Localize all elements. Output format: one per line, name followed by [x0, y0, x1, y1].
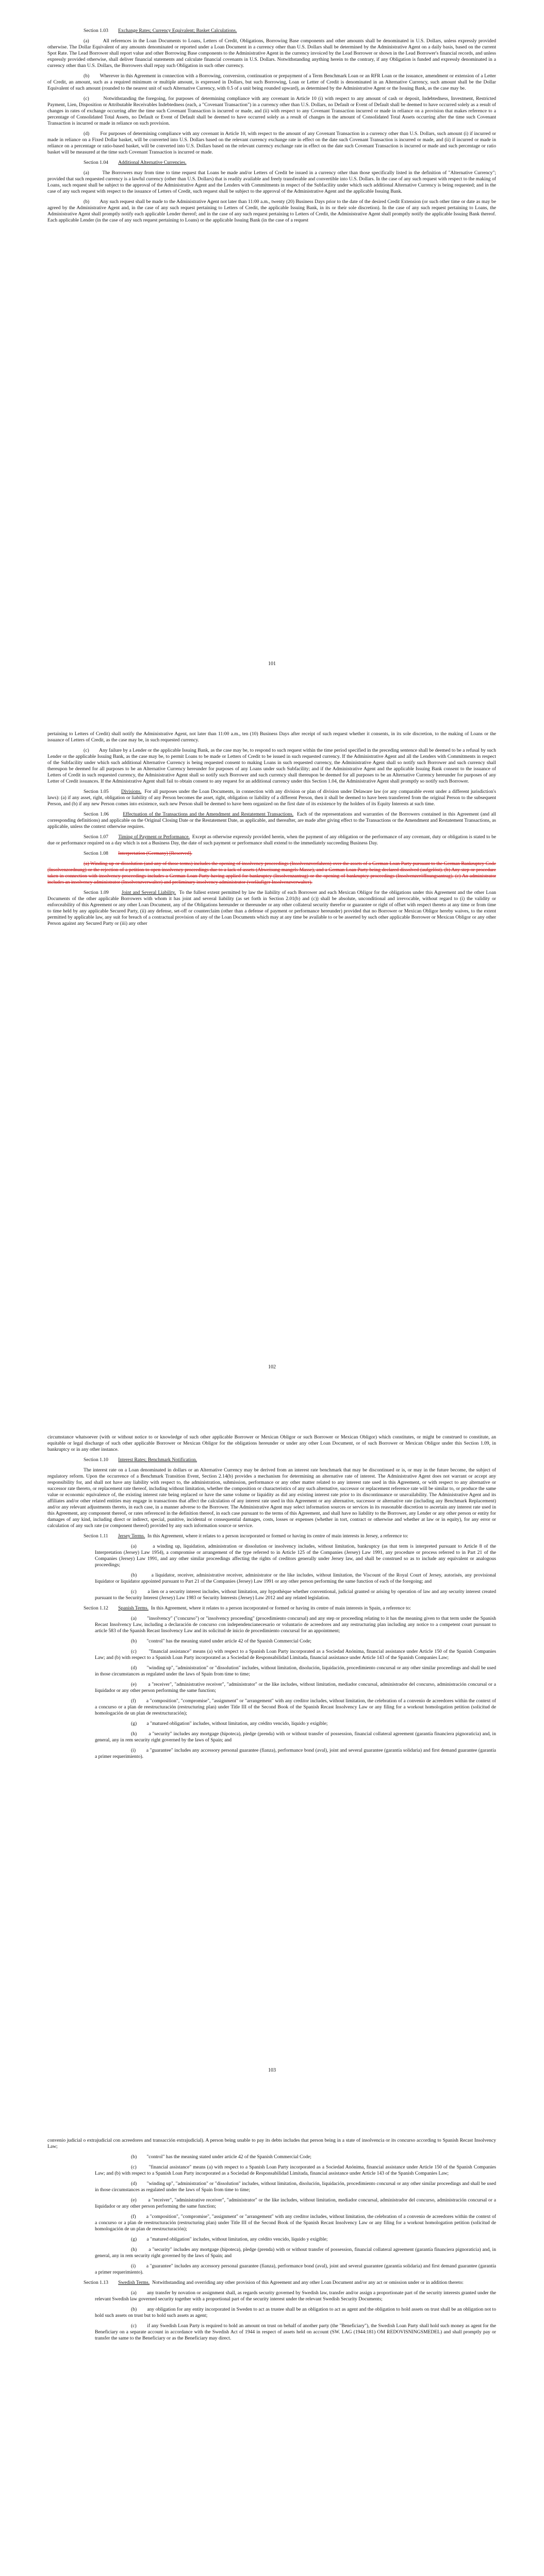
definition-item — [95, 1638, 496, 1645]
section-body: In this Agreement, where it relates to a person incorporated or formed or having its centre of main interests in Spain, a reference to: — [151, 1605, 411, 1611]
clause-text: "control" has the meaning stated under article 42 of the Spanish Commercial Code; — [146, 1638, 311, 1644]
section-body: Each of the representations and warranties of the Borrowers contained in this Agreement (and all corresponding definitions) and applicable on the Original Closing Date or the Restatement Date, as applicable, and thereafter, are made after giving effect to the Transactions or the Amendment and Restatement Transactions, as applicable, unless the context otherwise requires. — [47, 811, 496, 829]
section-number: Section 1.05 — [84, 789, 109, 794]
clause-paragraph — [47, 96, 496, 127]
definition-item — [95, 1572, 496, 1585]
section-heading — [47, 789, 496, 807]
section-number: Section 1.11 — [84, 1533, 108, 1539]
clause-text: a "guarantee" includes any accessory personal guarantee (fianza), performance bond (aval), joint and several guarantee (garantía solidaria) and first demand guarantee (garantía a primer requerimiento). — [95, 1748, 496, 1759]
definition-item — [95, 2154, 496, 2160]
document-page-103 — [0, 1406, 544, 2110]
clause-label: (a) — [84, 38, 89, 44]
definition-item — [95, 1682, 496, 1694]
clause-text: a "matured obligation" includes, without limitation, any crédito vencido, líquido y exigible; — [146, 1721, 328, 1726]
section-title: Divisions. — [121, 789, 142, 794]
section-heading — [47, 1457, 496, 1463]
clause-text: a "composition", "compromise", "assignment" or "arrangement" with any creditor includes, without limitation, the celebration of a convenio de acreedores within the context of a concurso or a plan de reestructuración (restructuring plan) under Title III of the Second Book of the Spanish Recast Insolvency Law or any filing for a workout homologation petition (solicitud de homologación de un plan de reestructuración); — [95, 2214, 496, 2232]
clause-label: (a) — [84, 170, 89, 176]
definition-item — [95, 1731, 496, 1743]
clause-label: (b) — [131, 2154, 137, 2160]
definition-item — [95, 2164, 496, 2177]
definition-item — [95, 2181, 496, 2193]
clause-label: (g) — [131, 2236, 137, 2242]
deleted-paragraph — [47, 861, 496, 886]
clause-label: (g) — [131, 1721, 137, 1726]
section-heading — [47, 834, 496, 846]
section-title: Interpretation (Germany) [Reserved]. — [118, 851, 192, 856]
clause-label: (c) — [131, 1589, 137, 1595]
clause-label: (b) — [131, 1638, 137, 1644]
section-heading — [47, 28, 496, 34]
section-title: Timing of Payment or Performance. — [118, 834, 190, 840]
clause-label: (c) — [131, 1649, 137, 1654]
deleted-text: (a) Winding-up or dissolution (and any of those terms) includes the opening of insolvency proceedings (Insolvenzverfahren) over the assets of a German Loan Party pursuant to the German Bankruptcy Code (Insolvenzordnung) or the rejection of a petition to open insolvency proceedings due to a lack of assets (Abweisung mangels Masse), and a German Loan Party being declared dissolved (aufgelöst). (b) Any step or procedure taken in connection with insolvency proceedings includes a German Loan Party having applied for bankruptcy (Insolvenzantrag) or the opening of bankruptcy proceedings (Insolvenzeröffnungsantrag). (c) An administrator includes an insolvency administrator (Insolvenzverwalter) and preliminary insolvency administrator (vorläufiger Insolvenzverwalter). — [47, 861, 496, 885]
clause-label: (h) — [131, 1731, 137, 1737]
section-title: Effectuation of the Transactions and the Amendment and Restatement Transactions. — [123, 811, 294, 817]
clause-text: "winding up", "administration" or "dissolution" includes, without limitation, disolución, liquidación, procedimiento concursal or any other similar proceedings and shall be used in those circumstances as regulated under the laws of Spain from time to time; — [95, 1665, 497, 1677]
clause-text: "insolvency" ("concurso") or "insolvency proceeding" (procedimiento concursal) and any step or proceeding relating to it has the meaning given to that term under the Spanish Recast Insolvency Law, including a declaración de concurso con independencianecesario or voluntario de acreedores and any restructuring plan including any notice to a competent court pursuant to article 583 of the Spanish Recast Insolvency Law and its solicitud de inicio de procedimiento concursal for an appointment; — [95, 1616, 497, 1634]
section-body: To the fullest extent permitted by law the liability of each Borrower and each Mexican Obligor for the obligations under this Agreement and the other Loan Documents of the other applicable Borrowers with whom it has joint and several liability (as set forth in Section 2.01(b) and (c)) shall be absolute, unconditional and irrevocable, without regard to (i) the validity or enforceability of this Agreement or any other Loan Document, any of the Obligations hereunder or thereunder or any other collateral security therefor or guarantee or right of offset with respect thereto at any time or from time to time held by any applicable Secured Party, (ii) any defense, set-off or counterclaim (other than a defense of payment or performance hereunder) provided that no Borrower or Mexican Obligor hereby waives, to the extent permitted by applicable law, any suit for breach of a contractual provision of any of the Loan Documents which may at any time be available to or be asserted by such other applicable Borrower or Mexican Obligor or any other Person against any Secured Party or (iii) any other — [47, 890, 497, 926]
section-heading — [47, 1605, 496, 1612]
clause-label: (i) — [131, 2263, 136, 2269]
definition-item — [95, 1616, 496, 1634]
definition-item — [95, 2263, 496, 2276]
section-heading — [47, 160, 496, 166]
page-number: 103 — [268, 2067, 276, 2073]
clause-paragraph — [47, 131, 496, 156]
clause-text: a liquidator, receiver, administrative receiver, administrator or the like includes, without limitation, the Viscount of the Royal Court of Jersey, autorisés, any provisional liquidator or liquidator appointed pursuant to Part 21 of the Companies (Jersey) Law 1991 or any other person performing the same function of each of the foregoing; and — [95, 1572, 496, 1584]
clause-text: For purposes of determining compliance with any covenant in Article 10, with respect to the amount of any Covenant Transaction in a currency other than U.S. Dollars, such amount (i) if incurred or made in reliance on a Fixed Dollar basket, will be converted into U.S. Dollars based on the relevant currency exchange rate in effect on the date such Covenant Transaction is incurred or made, and (ii) if incurred or made in reliance on a percentage or ratio-based basket, will be converted into U.S. Dollars based on the relevant currency exchange rate in effect on the date such Covenant Transaction is incurred or made and such percentage or ratio basket will be measured at the time such Covenant Transaction is incurred or made. — [47, 131, 496, 155]
continued-paragraph — [47, 1434, 496, 1453]
clause-label: (c) — [131, 2164, 137, 2170]
clause-text: Any failure by a Lender or the applicable Issuing Bank, as the case may be, to respond to such request within the time period specified in the preceding sentence shall be deemed to be a refusal by such Lender or the applicable Issuing Bank, as the case may be, to permit Loans to be made or Letters of Credit to be issued in such requested currency. If the Administrative Agent and all the Lenders with Commitments in respect of the Subfacility under which such additional Alternative Currency is being requested consent to making Loans in such requested currency, the Administrative Agent shall so notify such Borrower and such currency shall thereupon be deemed for all purposes to be an Alternative Currency hereunder for purposes of any Loans under such Subfacility; and if the Administrative Agent and the applicable Issuing Bank consent to the issuance of Letters of Credit in such requested currency, the Administrative Agent shall so notify such Borrower and such currency shall thereupon be deemed for all purposes to be an Alternative Currency hereunder for purposes of any Letter of Credit issuances. If the Administrative Agent shall fail to obtain consent to any request for an additional currency under this Section 1.04, the Administrative Agent shall promptly so notify such Borrower. — [47, 748, 496, 784]
section-heading — [47, 2280, 496, 2286]
clause-text: a "composition", "compromise", "assignment" or "arrangement" with any creditor includes, without limitation, the celebration of a convenio de acreedores within the context of a concurso or a plan de reestructuración (restructuring plan) under Title III of the Second Book of the Spanish Recast Insolvency Law or any filing for a workout homologation petition (solicitud de homologación de un plan de reestructuración); — [95, 1698, 496, 1716]
clause-paragraph — [47, 38, 496, 69]
section-title: Swedish Terms. — [118, 2280, 150, 2285]
section-title: Interest Rates; Benchmark Notification. — [118, 1457, 197, 1463]
definition-item — [95, 1544, 496, 1568]
clause-text: All references in the Loan Documents to Loans, Letters of Credit, Obligations, Borrowing Base components and other amounts shall be denominated in U.S. Dollars, unless expressly provided otherwise. The Dollar Equivalent of any amounts denominated or reported under a Loan Document in a currency other than U.S. Dollars shall be determined by the Administrative Agent on a daily basis, based on the current Spot Rate. The Lead Borrower shall report value and other Borrowing Base components to the Administrative Agent in the currency invoiced by the Lead Borrower or shown in the Lead Borrower's financial records, and unless expressly provided otherwise, shall deliver financial statements and calculate financial covenants in U.S. Dollars. Notwithstanding anything herein to the contrary, if any Obligation is funded and expressly denominated in a currency other than U.S. Dollars, the Borrowers shall repay such Obligation in such other currency. — [47, 38, 496, 69]
section-number: Section 1.09 — [84, 890, 109, 895]
section-heading — [47, 1533, 496, 1539]
paragraph-text: The interest rate on a Loan denominated in dollars or an Alternative Currency may be derived from an interest rate benchmark that may be discontinued or is, or may in the future become, the subject of regulatory reform. Upon the occurrence of a Benchmark Transition Event, Section 2.14(b) provides a mechanism for determining an alternative rate of interest. The Administrative Agent does not warrant or accept any responsibility for, and shall not have any liability with respect to, the administration, submission, performance or any other matter related to any interest rate used in this Agreement, or with respect to any alternative or successor rate thereto, or replacement rate thereof, including without limitation, whether the composition or characteristics of any such alternative, successor or replacement reference rate will be similar to, or produce the same value or economic equivalence of, the existing interest rate being replaced or have the same volume or liquidity as did any existing interest rate prior to its discontinuance or unavailability. The Administrative Agent and its affiliates and/or other related entities may engage in transactions that affect the calculation of any interest rate used in this Agreement or any alternative, successor or alternative rate (including any Benchmark Replacement) and/or any relevant adjustments thereto, in each case, in a manner adverse to the Borrower. The Administrative Agent may select information sources or services in its reasonable discretion to ascertain any interest rate used in this Agreement, any component thereof, or rates referenced in the definition thereof, in each case pursuant to the terms of this Agreement, and shall have no liability to the Borrower, any Lender or any other person or entity for damages of any kind, including direct or indirect, special, punitive, incidental or consequential damages, costs, losses or expenses (whether in tort, contract or otherwise and whether at law or in equity), for any error or calculation of any such rate (or component thereof) provided by any such information source or service. — [47, 1467, 496, 1529]
clause-text: a "security" includes any mortgage (hipoteca), pledge (prenda) with or without transfer of possession, financial collateral agreement (garantía financiera pignoraticia) and, in general, any in rem security right governed by the laws of Spain; and — [95, 1731, 497, 1743]
clause-label: (f) — [131, 2214, 136, 2219]
clause-label: (a) — [131, 1544, 137, 1549]
document-page-101 — [0, 0, 544, 703]
continued-paragraph — [47, 731, 496, 743]
page-content — [47, 2138, 496, 2346]
clause-text: The Borrowers may from time to time request that Loans be made and/or Letters of Credit be issued in a currency other than those specifically listed in the definition of "Alternative Currency"; provided that such requested currency is a lawful currency (other than U.S. Dollars) that is readily available and freely transferable and convertible into U.S. Dollars. In the case of any such request with respect to the making of Loans, such request shall be subject to the approval of the Administrative Agent and the Lenders with Commitments in respect of the Subfacility under which such additional Alternative Currency is being requested; and in the case of any such request with respect to the issuance of Letters of Credit, such request shall be subject to the approval of the Administrative Agent and the applicable Issuing Bank. — [47, 170, 497, 194]
paragraph-text: pertaining to Letters of Credit) shall notify the Administrative Agent, not later than 11:00 a.m., ten (10) Business Days after receipt of such request whether it consents, in its sole discretion, to the making of Loans or the issuance of Letters of Credit, as the case may be, in such requested currency. — [47, 731, 496, 743]
section-number: Section 1.07 — [84, 834, 108, 840]
paragraph-text: circumstance whatsoever (with or without notice to or knowledge of such other applicable Borrower or Mexican Obligor or such Borrower or Mexican Obligor) which constitutes, or might be construed to constitute, an equitable or legal discharge of such other applicable Borrower or Mexican Obligor for the obligations hereunder or under any other Loan Document, or of such Borrower or Mexican Obligor under this Section 1.09, in bankruptcy or in any other instance. — [47, 1434, 496, 1452]
page-content — [47, 28, 496, 228]
page-number: 101 — [268, 661, 276, 667]
clause-text: "financial assistance" means (a) with respect to a Spanish Loan Party incorporated as a Sociedad Anónima, financial assistance under Article 150 of the Spanish Companies Law; and (b) with respect to a Spanish Loan Party incorporated as a Sociedad de Responsabilidad Limitada, financial assistance under Article 143 of the Spanish Companies Law; — [95, 1649, 496, 1660]
clause-text: any obligation for any entity incorporated in Sweden to act as trustee shall be an obligation to act as agent and the obligation to hold assets on trust shall be an obligation not to hold such assets on trust but to hold such assets as agent; — [95, 2307, 496, 2318]
page-content — [47, 1434, 496, 1764]
section-number: Section 1.12 — [84, 1605, 108, 1611]
clause-text: if any Swedish Loan Party is required to hold an amount on trust on behalf of another party (the "Beneficiary"), the Swedish Loan Party shall hold such money as agent for the Beneficiary on a separate account in accordance with the Swedish Act of 1944 in respect of assets held on account (SW. LAG (1944:181) OM REDOVISNINGSMEDEL) and shall promptly pay or transfer the same to the Beneficiary or as the Beneficiary may direct. — [95, 2323, 496, 2341]
clause-text: Notwithstanding the foregoing, for purposes of determining compliance with any covenant in Article 10 (i) with respect to any amount of cash or deposit, Indebtedness, Investment, Restricted Payment, Lien, Disposition or Attributable Receivables Indebtedness (each, a "Covenant Transaction") in a currency other than U.S. Dollars, no Default or Event of Default shall be deemed to have occurred solely as a result of changes in rates of exchange occurring after the time such Covenant Transaction is incurred or made, and (ii) with respect to any Covenant Transaction incurred or made in reliance on a provision that makes reference to a percentage of Consolidated Total Assets, no Default or Event of Default shall be deemed to have occurred solely as a result of changes in the amount of Consolidated Total Assets occurring after the time such Covenant Transaction is incurred or made in reliance on such provision. — [47, 96, 496, 126]
clause-text: a lien or a security interest includes, without limitation, any hypothèque whether conventional, judicial granted or arising by operation of law and any security interest created pursuant to the Security Interest (Jersey) Law 1983 or Security Interests (Jersey) Law 2012 and any related legislation. — [95, 1589, 497, 1601]
clause-text: any transfer by novation or assignment shall, as regards security governed by Swedish law, transfer and/or assign a proportionate part of the security interests granted under the relevant Swedish law governed security together with a proportional part of the security interest under the relevant Swedish Security Documents; — [95, 2290, 496, 2302]
clause-label: (i) — [131, 1748, 136, 1753]
clause-text: a "receiver", "administrative receiver", "administrator" or the like includes, without limitation, mediador concursal, administrador del concurso, administración concursal or a liquidador or any other person performing the same function; — [95, 2197, 496, 2209]
definition-item — [95, 1698, 496, 1717]
definition-item — [95, 2323, 496, 2342]
clause-text: a winding up, liquidation, administration or dissolution or insolvency includes, without limitation, bankruptcy (as that term is interpreted pursuant to Article 8 of the Interpretation (Jersey) Law 1954), a compromise or arrangement of the type referred to in Article 125 of the Companies (Jersey) Law 1991, any procedure or process referred to in Part 21 of the Companies (Jersey) Law 1991, and any other similar proceedings affecting the rights of creditors generally under Jersey law, and shall be construed so as to include any equivalent or analogous proceedings; — [95, 1544, 496, 1568]
definition-item — [95, 1748, 496, 1760]
section-body: Except as otherwise expressly provided herein, when the payment of any obligation or the performance of any covenant, duty or obligation is stated to be due or performance required on a day which is not a Business Day, the date of such payment or performance shall extend to the immediately succeeding Business Day. — [47, 834, 497, 846]
clause-text: Any such request shall be made to the Administrative Agent not later than 11:00 a.m., twenty (20) Business Days prior to the date of the desired Credit Extension (or such other time or date as may be agreed by the Administrative Agent and, in the case of any such request pertaining to Letters of Credit, the applicable Issuing Bank, in its or their sole discretion). In the case of any such request pertaining to Loans, the Administrative Agent shall promptly notify each applicable Lender thereof; and in the case of any such request pertaining to Letters of Credit, the Administrative Agent shall promptly notify the applicable Issuing Bank thereof. Each applicable Lender (in the case of any such request pertaining to Loans) or the applicable Issuing Bank (in the case of a request — [47, 199, 496, 223]
section-number: Section 1.13 — [84, 2280, 108, 2285]
clause-text: "control" has the meaning stated under article 42 of the Spanish Commercial Code; — [146, 2154, 311, 2160]
definition-item — [95, 2247, 496, 2259]
document-page-104 — [0, 2110, 544, 2576]
section-heading — [47, 811, 496, 830]
section-body: In this Agreement, where it relates to a person incorporated or formed or having its centre of main interests in Jersey, a reference to: — [147, 1533, 408, 1539]
definition-item — [95, 2236, 496, 2243]
section-body: Notwithstanding and overriding any other provision of this Agreement and any other Loan Document and/or any act or omission under or in addition thereto: — [152, 2280, 464, 2285]
clause-text: a "security" includes any mortgage (hipoteca), pledge (prenda) with or without transfer of possession, financial collateral agreement (garantía financiera pignoraticia) and, in general, any in rem security right governed by the laws of Spain; and — [95, 2247, 497, 2259]
section-title: Jersey Terms. — [118, 1533, 145, 1539]
section-body: For all purposes under the Loan Documents, in connection with any division or plan of division under Delaware law (or any comparable event under a different jurisdiction's laws): (a) if any asset, right, obligation or liability of any Person becomes the asset, right, obligation or liability of a different Person, then it shall be deemed to have been transferred from the original Person to the subsequent Person, and (b) if any new Person comes into existence, such new Person shall be deemed to have been organized on the first date of its existence by the holders of its Equity Interests at such time. — [47, 789, 497, 807]
section-title: Exchange Rates; Currency Equivalent; Basket Calculations. — [118, 28, 237, 33]
clause-paragraph — [47, 170, 496, 195]
definition-item — [95, 2197, 496, 2210]
section-number: Section 1.04 — [84, 160, 108, 165]
page-content — [47, 731, 496, 931]
clause-text: "financial assistance" means (a) with respect to a Spanish Loan Party incorporated as a Sociedad Anónima, financial assistance under Article 150 of the Spanish Companies Law; and (b) with respect to a Spanish Loan Party incorporated as a Sociedad de Responsabilidad Limitada, financial assistance under Article 143 of the Spanish Companies Law; — [95, 2164, 496, 2176]
clause-text: a "guarantee" includes any accessory personal guarantee (fianza), performance bond (aval), joint and several guarantee (garantía solidaria) and first demand guarantee (garantía a primer requerimiento). — [95, 2263, 496, 2275]
clause-label: (b) — [84, 73, 90, 79]
clause-label: (e) — [131, 2197, 137, 2203]
clause-paragraph — [47, 73, 496, 92]
clause-label: (a) — [131, 2290, 137, 2296]
clause-label: (c) — [84, 96, 89, 101]
definition-item — [95, 1649, 496, 1661]
clause-label: (d) — [131, 1665, 137, 1671]
clause-label: (e) — [131, 1682, 137, 1687]
page-number: 102 — [268, 1364, 276, 1370]
paragraph-text: convenio judicial o extrajudicial con acreedores and transacción extrajudicial). A person being unable to pay its debts includes that person being in a state of insolvencia or its concurso according to Spanish Recast Insolvency Law; — [47, 2138, 496, 2149]
section-title: Joint and Several Liability. — [121, 890, 176, 895]
definition-item — [95, 2214, 496, 2232]
definition-item — [95, 1589, 496, 1601]
definition-item — [95, 2290, 496, 2302]
clause-label: (c) — [84, 748, 89, 753]
clause-paragraph — [47, 748, 496, 785]
clause-label: (c) — [131, 2323, 137, 2329]
clause-text: a "matured obligation" includes, without limitation, any crédito vencido, líquido y exigible; — [146, 2236, 328, 2242]
section-heading — [47, 890, 496, 927]
definition-item — [95, 2307, 496, 2319]
clause-label: (h) — [131, 2247, 137, 2252]
document-page-102 — [0, 703, 544, 1406]
clause-text: Wherever in this Agreement in connection with a Borrowing, conversion, continuation or prepayment of a Term Benchmark Loan or an RFR Loan or the issuance, amendment or extension of a Letter of Credit, an amount, such as a required minimum or multiple amount, is expressed in Dollars, but such Borrowing, Loan or Letter of Credit is denominated in an Alternative Currency, such amount shall be the Dollar Equivalent of such amount (rounded to the nearest unit of such Alternative Currency, with 0.5 of a unit being rounded upward), as determined by the Administrative Agent or the Issuing Bank, as the case may be. — [47, 73, 497, 91]
section-heading — [47, 851, 496, 857]
clause-label: (b) — [131, 2307, 137, 2312]
section-number: Section 1.08 — [84, 851, 108, 856]
clause-text: a "receiver", "administrative receiver", "administrator" or the like includes, without limitation, mediador concursal, administrador del concurso, administración concursal or a liquidador or any other person performing the same function; — [95, 1682, 496, 1693]
clause-label: (d) — [84, 131, 90, 137]
continued-paragraph — [47, 2138, 496, 2150]
clause-label: (b) — [84, 199, 90, 205]
section-number: Section 1.03 — [84, 28, 108, 33]
clause-paragraph — [47, 199, 496, 224]
clause-label: (a) — [131, 1616, 137, 1621]
body-paragraph — [47, 1467, 496, 1529]
clause-label: (f) — [131, 1698, 136, 1704]
section-number: Section 1.06 — [84, 811, 109, 817]
definition-item — [95, 1665, 496, 1677]
section-title: Spanish Terms. — [118, 1605, 149, 1611]
clause-text: "winding up", "administration" or "dissolution" includes, without limitation, disolución, liquidación, procedimiento concursal or any other similar proceedings and shall be used in those circumstances as regulated under the laws of Spain from time to time; — [95, 2181, 497, 2193]
definition-item — [95, 1721, 496, 1727]
clause-label: (d) — [131, 2181, 137, 2187]
section-number: Section 1.10 — [84, 1457, 108, 1463]
section-title: Additional Alternative Currencies. — [118, 160, 187, 165]
clause-label: (b) — [131, 1572, 137, 1578]
